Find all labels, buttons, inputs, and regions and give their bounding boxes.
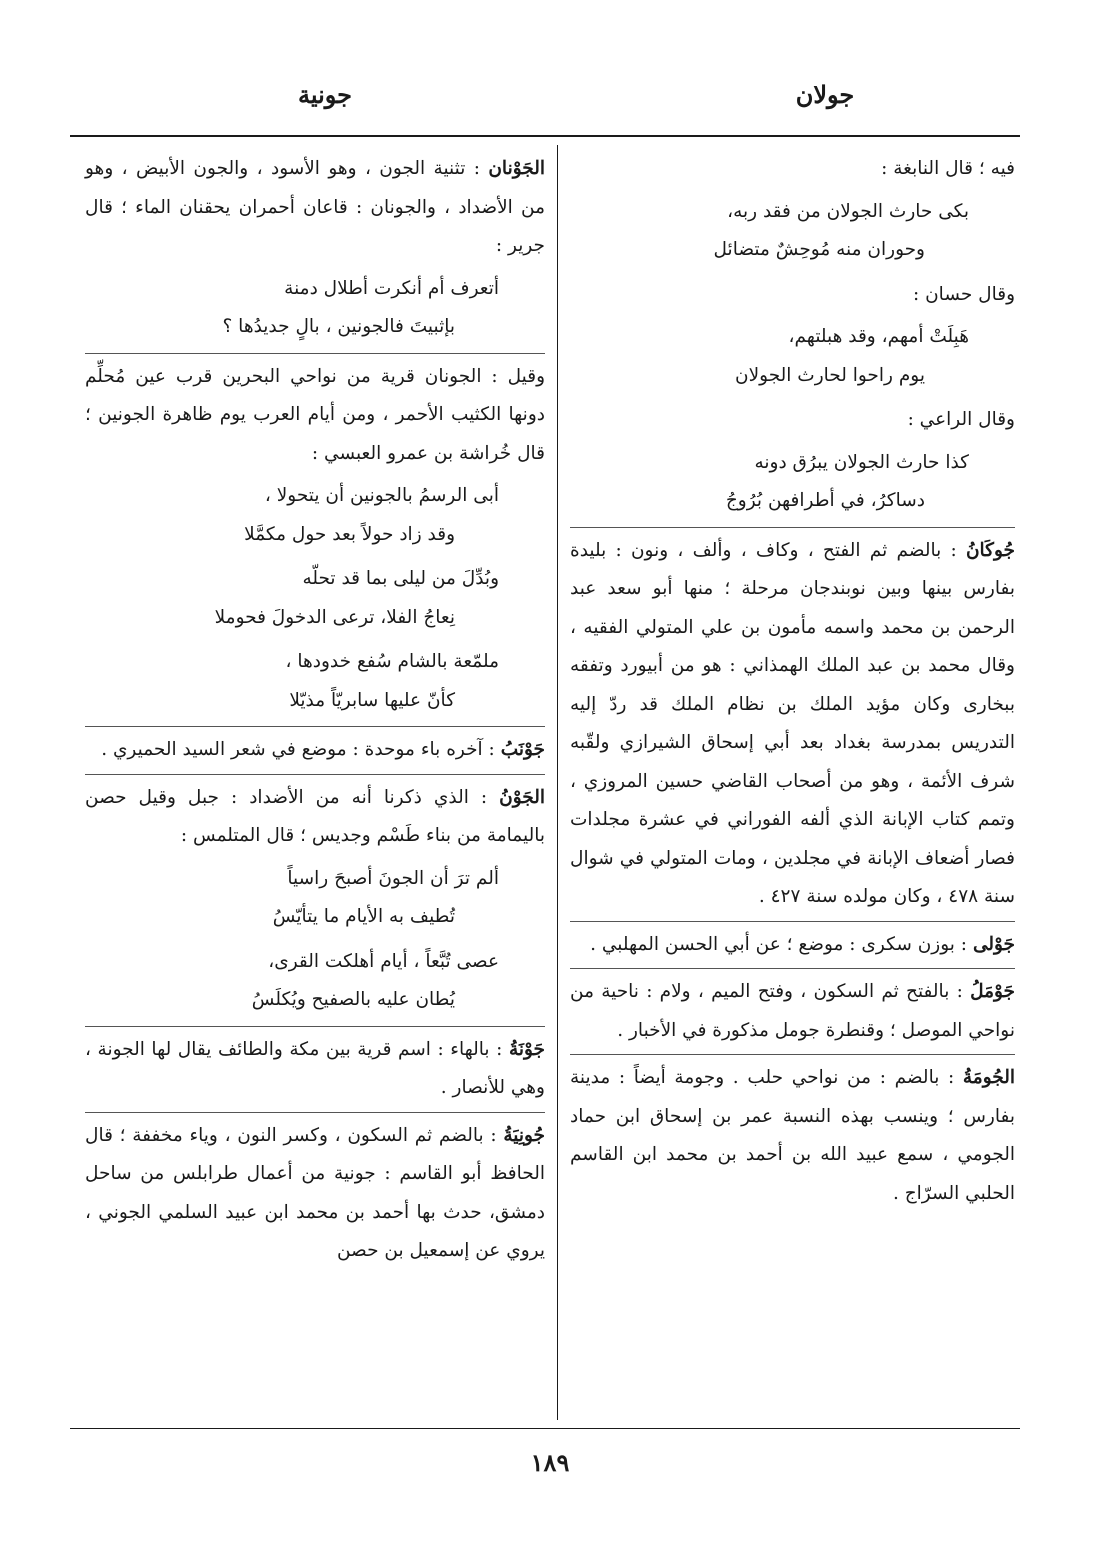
entry-headword: الجُومَةُ: [962, 1067, 1015, 1088]
column-divider: [557, 145, 558, 1420]
entry-headword: جُوكَانُ: [965, 539, 1015, 561]
verse-line: كذا حارث الجولان يبرُق دونه: [754, 451, 969, 473]
entry-continuation: [570, 150, 1015, 189]
entry-jawmal: [570, 973, 1015, 1050]
running-header-left: جونية: [297, 80, 353, 109]
attribution-hassan: وقال حسان :: [912, 283, 1015, 305]
entry-headword: الجَوْنُ: [499, 786, 545, 808]
verse-hassan: [570, 318, 1015, 395]
entry-text: : تثنية الجون ، وهو الأسود ، والجون الأبيض ، وهو من الأضداد ، والجونان : قاعان أحمران يحقنان الماء ؛ قال جرير :: [85, 158, 545, 256]
entry-text: : الذي ذكرنا أنه من الأضداد : جبل وقيل حصن باليمامة من بناء طَسْم وجديس ؛ قال المتلمس :: [85, 786, 545, 846]
verse-line: كأنّ عليها سابريّاً مذيّلا: [289, 689, 455, 711]
verse-line: بإثبيتَ فالجونين ، بالٍ جديدُها ؟: [222, 316, 455, 337]
entry-jawnan: [85, 150, 545, 266]
verse-line: يوم راحوا لحارث الجولان: [735, 364, 925, 386]
entry-text: : بالضم : من نواحي حلب . وجومة أيضاً : مدينة بفارس ؛ وينسب بهذه النسبة عمر بن إسحاق ابن حماد الجومي ، سمع عبيد الله بن أحمد بن محمد ابن القاسم الحلبي السرّاج .: [570, 1067, 1015, 1204]
verse-khurasha-3: [85, 643, 545, 720]
verse-khurasha-2: [85, 560, 545, 637]
verse-line: ألم ترَ أن الجونَ أصبحَ راسياً: [287, 867, 499, 889]
verse-line: يُطان عليه بالصفيح ويُكلَسُ: [251, 989, 455, 1010]
verse-nabigha: [570, 193, 1015, 270]
entry-separator: [570, 1054, 1015, 1055]
verse-line: نِعاجُ الفلا، ترعى الدخولَ فحوملا: [214, 606, 455, 628]
verse-mutalammis-2: [85, 943, 545, 1020]
entry-headword: جَوْنَةُ: [508, 1038, 545, 1060]
footer-rule: [70, 1428, 1020, 1429]
entry-separator: [570, 527, 1015, 528]
entry-text: : بوزن سكرى : موضع ؛ عن أبي الحسن المهلبي .: [590, 933, 968, 955]
running-header-right: جولان: [795, 80, 855, 109]
entry-headword: جَوْنَبُ: [500, 739, 545, 760]
verse-line: دساكرُ، في أطرافهن بُرُوجُ: [725, 490, 925, 511]
entry-headword: الجَوْنان: [488, 158, 545, 179]
left-column: [85, 150, 545, 1275]
entry-text: : بالفتح ثم السكون ، وفتح الميم ، ولام : ناحية من نواحي الموصل ؛ وقنطرة جومل مذكورة في الأخبار .: [570, 981, 1015, 1041]
entry-jawnan-alt: [85, 358, 545, 474]
verse-line: وحوران منه مُوحِشٌ متضائل: [713, 239, 925, 260]
entry-jawla: [570, 926, 1015, 965]
entry-text: : بالضم ثم الفتح ، وكاف ، وألف ، ونون : بليدة بفارس بينها وبين نوبندجان مرحلة ؛ منها أبو سعد عبد الرحمن بن محمد واسمه مأمون بن علي المتولي الفقيه ، وقال محمد بن عبد الملك الهمذاني : هو من أبيورد وتفقه ببخارى وكان مؤيد الملك بن نظام الملك قد ردّ إليه التدريس بمدرسة بغداد بعد أبي إسحاق الشيرازي ولقّبه شرف الأئمة ، وهو من أصحاب القاضي حسين المروزي ، وتمم كتاب الإبانة الذي ألفه الفوراني في عشرة مجلدات فصار أضعاف الإبانة في مجلدين ، ومات المتولي في شوال سنة ٤٧٨ ، وكان مولده سنة ٤٢٧ .: [570, 539, 1015, 907]
entry-text: : بالضم ثم السكون ، وكسر النون ، وياء مخففة ؛ قال الحافظ أبو القاسم : جونية من أعمال طرابلس من ساحل دمشق، حدث بها أحمد بن محمد ابن عبيد السلمي الجوني ، يروي عن إسمعيل بن حصن: [85, 1124, 545, 1261]
header-rule: [70, 135, 1020, 137]
verse-raai: [570, 444, 1015, 521]
entry-separator: [85, 1112, 545, 1113]
entry-text: : بالهاء : اسم قرية بين مكة والطائف يقال لها الجونة ، وهي للأنصار .: [85, 1038, 545, 1098]
verse-line: أبى الرسمُ بالجونين أن يتحولا ،: [264, 485, 499, 506]
verse-khurasha-1: [85, 477, 545, 554]
right-column: [570, 150, 1015, 1217]
verse-line: بكى حارث الجولان من فقد ربه،: [727, 200, 969, 222]
entry-headword: جَوْلى: [972, 933, 1015, 955]
entry-text: : آخره باء موحدة : موضع في شعر السيد الحميري .: [101, 739, 495, 760]
intro-text: فيه ؛ قال النابغة :: [881, 158, 1015, 179]
entry-headword: جُونِيَةُ: [503, 1124, 545, 1146]
entry-separator: [570, 921, 1015, 922]
verse-line: وقد زاد حولاً بعد حول مكمَّلا: [244, 523, 455, 545]
verse-line: أتعرف أم أنكرت أطلال دمنة: [284, 277, 499, 299]
entry-separator: [85, 353, 545, 354]
entry-text: وقيل : الجونان قرية من نواحي البحرين قرب عين مُحلِّم دونها الكثيب الأحمر ، ومن أيام العرب يوم ظاهرة الجونين ؛ قال خُراشة بن عمرو العبسي :: [85, 365, 545, 464]
attribution-raai: وقال الراعي :: [907, 409, 1015, 430]
entry-jukan: [570, 532, 1015, 917]
entry-jawna: [85, 1031, 545, 1108]
verse-line: ملمّعة بالشام سُفع خدودها ،: [285, 651, 499, 672]
entry-separator: [85, 1026, 545, 1027]
entry-separator: [85, 726, 545, 727]
entry-headword: جَوْمَلُ: [970, 981, 1015, 1002]
verse-mutalammis-1: [85, 860, 545, 937]
entry-jawnab: [85, 731, 545, 770]
entry-juma: [570, 1059, 1015, 1213]
verse-line: هَبِلَتْ أمهم، وقد هبلتهم،: [788, 326, 969, 347]
verse-line: عصى تُبَّعاً ، أيام أهلكت القرى،: [268, 950, 499, 972]
entry-juniya: [85, 1117, 545, 1271]
page-number: ١٨٩: [530, 1448, 570, 1477]
verse-jarir: [85, 270, 545, 347]
entry-jawn: [85, 779, 545, 856]
entry-separator: [570, 968, 1015, 969]
verse-line: تُطيف به الأيام ما يتأيّسُ: [272, 906, 455, 927]
verse-line: وبُدِّلَ من ليلى بما قد تحلّه: [302, 568, 499, 589]
entry-separator: [85, 774, 545, 775]
